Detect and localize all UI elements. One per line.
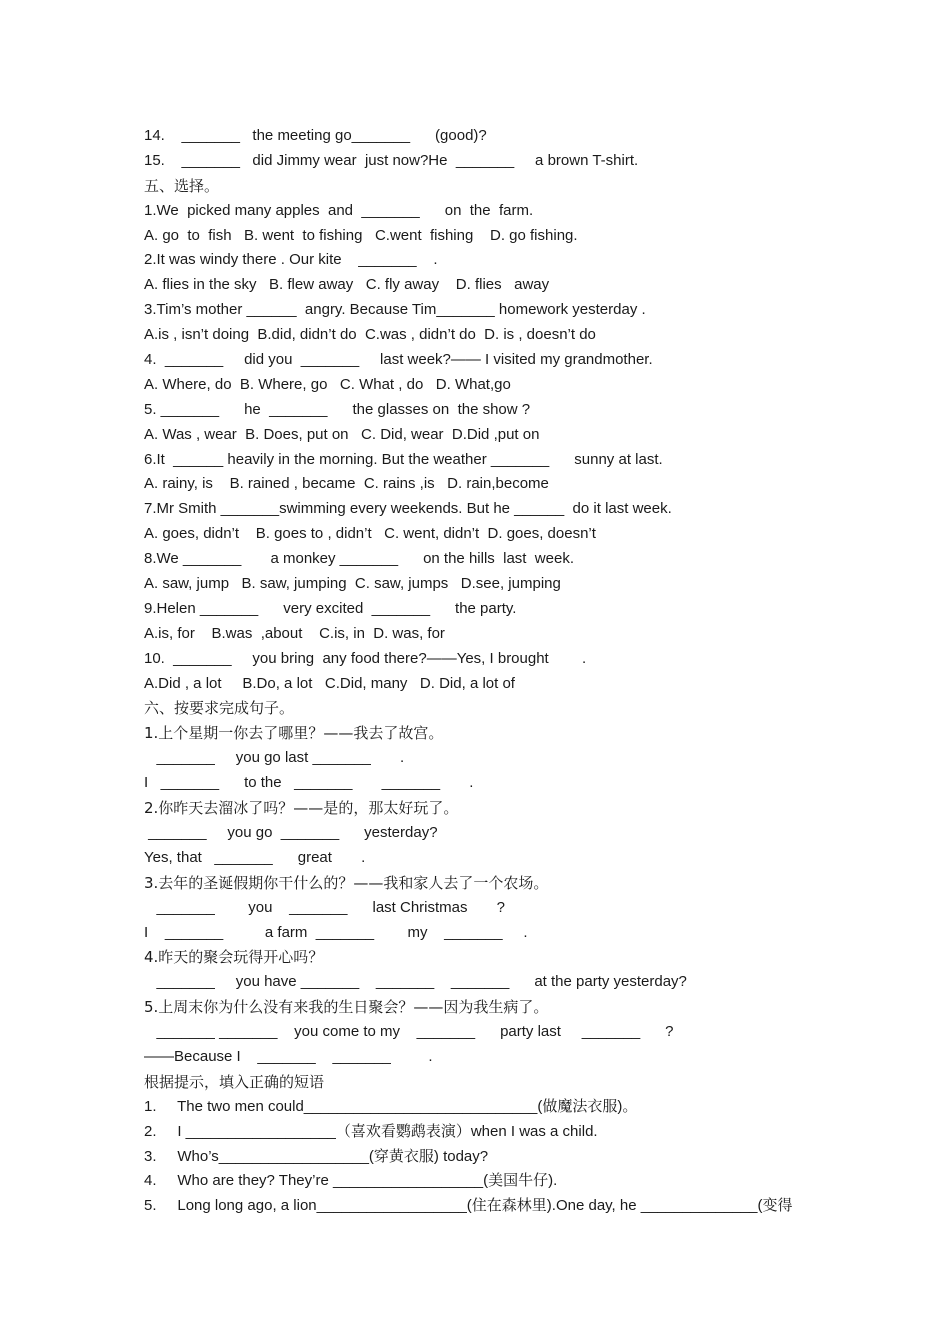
choice-question-9: 9.Helen _______ very excited _______ the party.	[144, 599, 517, 617]
section-heading-sentences: 六、按要求完成句子。	[144, 699, 295, 718]
sentence-blank-5b: ——Because I _______ _______ .	[144, 1047, 433, 1065]
phrase-item-2: 2. I __________________（喜欢看鹦鹉表演）when I was a child.	[144, 1122, 598, 1140]
section-heading-phrases: 根据提示，填入正确的短语	[144, 1072, 325, 1091]
question-15: 15. _______ did Jimmy wear just now?He _______ a brown T-shirt.	[144, 151, 639, 169]
choice-options-5: A. Was , wear B. Does, put on C. Did, wear D.Did ,put on	[144, 425, 540, 443]
phrase-item-1: 1. The two men could____________________________(做魔法衣服)。	[144, 1097, 638, 1115]
choice-options-4: A. Where, do B. Where, go C. What , do D. What,go	[144, 375, 511, 393]
section-heading-choice: 五、选择。	[144, 176, 220, 195]
choice-question-6: 6.It ______ heavily in the morning. But the weather _______ sunny at last.	[144, 450, 663, 468]
choice-question-5: 5. _______ he _______ the glasses on the show ?	[144, 400, 531, 418]
choice-question-3: 3.Tim’s mother ______ angry. Because Tim_______ homework yesterday .	[144, 301, 646, 319]
question-14: 14. _______ the meeting go_______ (good)?	[144, 127, 487, 144]
phrase-item-3: 3. Who’s__________________(穿黄衣服) today?	[144, 1147, 489, 1165]
choice-options-10: A.Did , a lot B.Do, a lot C.Did, many D. Did, a lot of	[144, 674, 515, 692]
choice-options-3: A.is , isn’t doing B.did, didn’t do C.was , didn’t do D. is , doesn’t do	[144, 326, 596, 344]
sentence-blank-2b: Yes, that _______ great .	[144, 848, 366, 866]
sentence-blank-1a: _______ you go last _______ .	[144, 749, 405, 767]
choice-options-2: A. flies in the sky B. flew away C. fly away D. flies away	[144, 276, 550, 294]
worksheet-body	[144, 124, 824, 1219]
sentence-prompt-1: 1.上个星期一你去了哪里？——我去了故宫。	[144, 724, 444, 743]
sentence-blank-2a: _______ you go _______ yesterday?	[144, 823, 438, 841]
choice-question-10: 10. _______ you bring any food there?——Yes, I brought .	[144, 649, 587, 667]
choice-options-6: A. rainy, is B. rained , became C. rains ,is D. rain,become	[144, 475, 549, 493]
choice-question-8: 8.We _______ a monkey _______ on the hills last week.	[144, 550, 574, 568]
choice-question-4: 4. _______ did you _______ last week?—— I visited my grandmother.	[144, 351, 653, 369]
choice-options-9: A.is, for B.was ,about C.is, in D. was, for	[144, 624, 445, 642]
choice-question-1: 1.We picked many apples and _______ on the farm.	[144, 201, 534, 219]
choice-options-8: A. saw, jump B. saw, jumping C. saw, jumps D.see, jumping	[144, 575, 561, 593]
sentence-blank-5a: _______ _______ you come to my _______ party last _______ ?	[144, 1023, 674, 1041]
sentence-blank-1b: I _______ to the _______ _______ .	[144, 774, 474, 792]
choice-question-2: 2.It was windy there . Our kite _______ .	[144, 251, 438, 269]
choice-options-7: A. goes, didn’t B. goes to , didn’t C. went, didn’t D. goes, doesn’t	[144, 525, 596, 543]
sentence-prompt-4: 4.昨天的聚会玩得开心吗？	[144, 948, 324, 967]
sentence-blank-4: _______ you have _______ _______ _______ at the party yesterday?	[144, 973, 687, 991]
sentence-prompt-5: 5.上周末你为什么没有来我的生日聚会？——因为我生病了。	[144, 998, 549, 1017]
choice-options-1: A. go to fish B. went to fishing C.went fishing D. go fishing.	[144, 226, 578, 244]
phrase-item-4: 4. Who are they? They’re __________________(美国牛仔).	[144, 1172, 558, 1190]
sentence-prompt-2: 2.你昨天去溜冰了吗？——是的，那太好玩了。	[144, 799, 459, 818]
choice-question-7: 7.Mr Smith _______swimming every weekends. But he ______ do it last week.	[144, 500, 672, 518]
sentence-prompt-3: 3.去年的圣诞假期你干什么的？——我和家人去了一个农场。	[144, 873, 549, 892]
sentence-blank-3b: I _______ a farm _______ my _______ .	[144, 923, 528, 941]
sentence-blank-3a: _______ you _______ last Christmas ?	[144, 898, 506, 916]
phrase-item-5: 5. Long long ago, a lion__________________(住在森林里).One day, he ______________(变得	[144, 1197, 793, 1215]
